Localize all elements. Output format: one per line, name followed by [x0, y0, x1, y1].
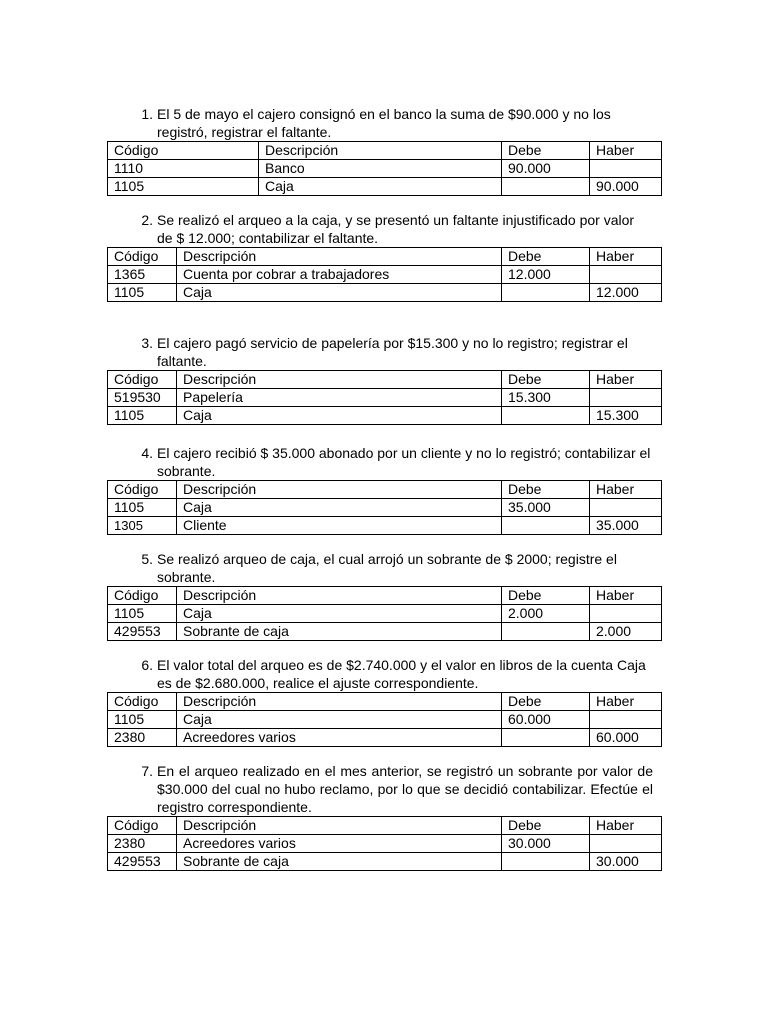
account-description: Caja [177, 499, 502, 517]
account-code: 1105 [108, 407, 177, 425]
credit-amount: 30.000 [590, 853, 662, 871]
table-header-row [108, 142, 662, 160]
account-code: 519530 [108, 389, 177, 407]
exercise-text: Se realizó el arqueo a la caja, y se presentó un faltante injustificado por valor de $ 12.000; contabilizar el faltante. [157, 212, 635, 246]
debit-amount: 12.000 [502, 266, 590, 284]
debit-amount [502, 178, 590, 196]
credit-amount: 12.000 [590, 284, 662, 302]
header-code: Código [108, 481, 177, 499]
exercise-text: El cajero recibió $ 35.000 abonado por un cliente y no lo registró; contabilizar el sobrante. [157, 445, 651, 479]
table-header-row [108, 371, 662, 389]
debit-amount [502, 517, 590, 535]
header-description: Descripción [177, 693, 502, 711]
journal-entry-table [107, 247, 662, 302]
header-debit: Debe [502, 817, 590, 835]
exercise-text: En el arqueo realizado en el mes anterior, se registró un sobrante por valor de $30.000 del cual no hubo reclamo, por lo que se decidió contabilizar. Efectúe el registro correspondiente. [157, 763, 653, 815]
table-row [108, 160, 662, 178]
credit-amount: 60.000 [590, 729, 662, 747]
account-description: Sobrante de caja [177, 623, 502, 641]
debit-amount: 15.300 [502, 389, 590, 407]
credit-amount [590, 499, 662, 517]
journal-entry-table [107, 816, 662, 871]
debit-amount [502, 729, 590, 747]
account-description: Sobrante de caja [177, 853, 502, 871]
exercise-3 [0, 334, 768, 423]
account-description: Cuenta por cobrar a trabajadores [177, 266, 502, 284]
exercise-text: El valor total del arqueo es de $2.740.000 y el valor en libros de la cuenta Caja es de $2.680.000, realice el ajuste correspondiente. [157, 657, 646, 691]
account-code: 1105 [108, 499, 177, 517]
account-description: Cliente [177, 517, 502, 535]
table-row [108, 835, 662, 853]
account-code: 1105 [108, 284, 177, 302]
header-credit: Haber [590, 481, 662, 499]
debit-amount [502, 407, 590, 425]
debit-amount [502, 853, 590, 871]
credit-amount [590, 835, 662, 853]
header-code: Código [108, 248, 177, 266]
account-code: 1105 [108, 711, 177, 729]
account-code: 2380 [108, 835, 177, 853]
account-description: Caja [177, 407, 502, 425]
account-code: 1105 [108, 178, 259, 196]
account-description: Banco [259, 160, 502, 178]
account-code: 1110 [108, 160, 259, 178]
header-credit: Haber [590, 587, 662, 605]
debit-amount: 2.000 [502, 605, 590, 623]
header-debit: Debe [502, 142, 590, 160]
header-code: Código [108, 693, 177, 711]
debit-amount: 30.000 [502, 835, 590, 853]
exercise-statement [141, 656, 653, 692]
exercise-statement [141, 762, 653, 816]
table-header-row [108, 481, 662, 499]
header-credit: Haber [590, 248, 662, 266]
header-code: Código [108, 817, 177, 835]
header-description: Descripción [177, 248, 502, 266]
exercise-statement [141, 211, 653, 247]
account-description: Papelería [177, 389, 502, 407]
table-row [108, 407, 662, 425]
account-description: Caja [177, 605, 502, 623]
table-row [108, 711, 662, 729]
table-row [108, 266, 662, 284]
exercise-2 [0, 211, 768, 300]
header-description: Descripción [259, 142, 502, 160]
table-header-row [108, 693, 662, 711]
header-debit: Debe [502, 371, 590, 389]
exercise-1 [0, 105, 768, 194]
header-code: Código [108, 142, 259, 160]
debit-amount [502, 284, 590, 302]
table-row [108, 284, 662, 302]
journal-entry-table [107, 370, 662, 425]
header-debit: Debe [502, 481, 590, 499]
table-row [108, 623, 662, 641]
header-description: Descripción [177, 587, 502, 605]
header-debit: Debe [502, 587, 590, 605]
credit-amount: 35.000 [590, 517, 662, 535]
exercise-text: El cajero pagó servicio de papelería por $15.300 y no lo registro; registrar el faltante. [157, 335, 628, 369]
exercise-5 [0, 550, 768, 639]
table-header-row [108, 817, 662, 835]
journal-entry-table [107, 141, 662, 196]
exercise-number: 5. [141, 551, 153, 567]
header-debit: Debe [502, 248, 590, 266]
header-description: Descripción [177, 817, 502, 835]
account-code: 1305 [108, 517, 177, 535]
credit-amount [590, 160, 662, 178]
debit-amount: 90.000 [502, 160, 590, 178]
exercise-number: 6. [141, 657, 153, 673]
credit-amount [590, 266, 662, 284]
header-description: Descripción [177, 371, 502, 389]
exercise-statement [141, 550, 653, 586]
credit-amount: 90.000 [590, 178, 662, 196]
debit-amount [502, 623, 590, 641]
credit-amount [590, 711, 662, 729]
exercise-6 [0, 656, 768, 745]
account-code: 1365 [108, 266, 177, 284]
exercise-number: 1. [141, 106, 153, 122]
table-row [108, 853, 662, 871]
exercise-number: 4. [141, 445, 153, 461]
account-description: Caja [259, 178, 502, 196]
journal-entry-table [107, 586, 662, 641]
exercise-7 [0, 762, 768, 869]
header-credit: Haber [590, 371, 662, 389]
exercise-text: El 5 de mayo el cajero consignó en el banco la suma de $90.000 y no los registró, registrar el faltante. [157, 106, 611, 140]
table-row [108, 729, 662, 747]
account-description: Caja [177, 284, 502, 302]
header-debit: Debe [502, 693, 590, 711]
exercise-4 [0, 444, 768, 533]
table-row [108, 389, 662, 407]
exercise-statement [141, 334, 653, 370]
exercise-text: Se realizó arqueo de caja, el cual arrojó un sobrante de $ 2000; registre el sobrante. [157, 551, 617, 585]
credit-amount: 2.000 [590, 623, 662, 641]
journal-entry-table [107, 692, 662, 747]
account-description: Acreedores varios [177, 729, 502, 747]
header-credit: Haber [590, 693, 662, 711]
exercise-statement [141, 444, 653, 480]
table-header-row [108, 248, 662, 266]
exercise-number: 2. [141, 212, 153, 228]
credit-amount [590, 605, 662, 623]
header-credit: Haber [590, 817, 662, 835]
debit-amount: 35.000 [502, 499, 590, 517]
header-credit: Haber [590, 142, 662, 160]
exercise-number: 3. [141, 335, 153, 351]
exercise-statement [141, 105, 653, 141]
account-code: 1105 [108, 605, 177, 623]
header-code: Código [108, 587, 177, 605]
journal-entry-table [107, 480, 662, 535]
header-code: Código [108, 371, 177, 389]
exercise-number: 7. [141, 763, 153, 779]
credit-amount [590, 389, 662, 407]
account-description: Caja [177, 711, 502, 729]
table-header-row [108, 587, 662, 605]
table-row [108, 499, 662, 517]
header-description: Descripción [177, 481, 502, 499]
credit-amount: 15.300 [590, 407, 662, 425]
account-code: 429553 [108, 853, 177, 871]
account-code: 2380 [108, 729, 177, 747]
table-row [108, 178, 662, 196]
account-code: 429553 [108, 623, 177, 641]
table-row [108, 517, 662, 535]
account-description: Acreedores varios [177, 835, 502, 853]
table-row [108, 605, 662, 623]
debit-amount: 60.000 [502, 711, 590, 729]
